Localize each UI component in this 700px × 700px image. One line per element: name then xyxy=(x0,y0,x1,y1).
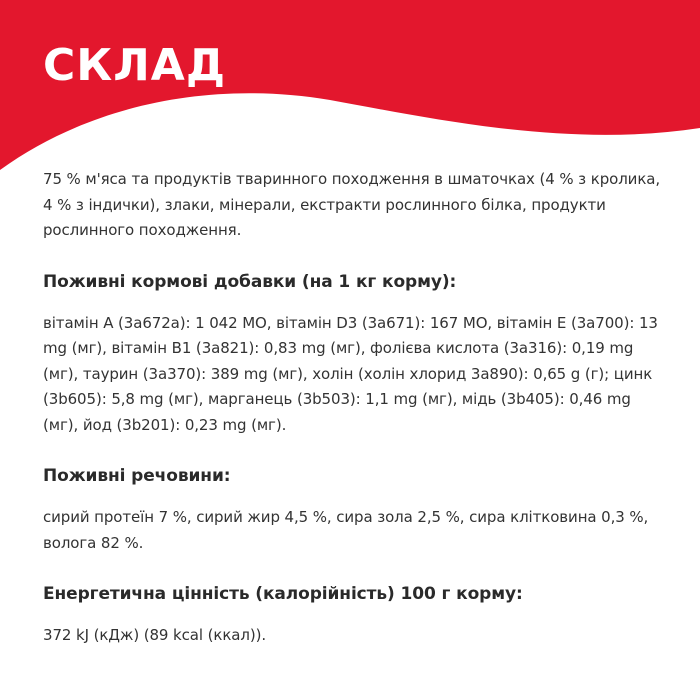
energy-heading: Енергетична цінність (калорійність) 100 г корму: xyxy=(43,584,523,604)
additives-text: вітамін А (3а672а): 1 042 МО, вітамін D3 (3а671): 167 МО, вітамін Е (3а700): 13 mg (мг), вітамін В1 (3а821): 0,83 mg (мг), фолієва кислота (3а316): 0,19 mg (мг), таурин (3а370): 389 mg (мг), холін (холін хлорид 3а890): 0,65 g (г); цинк (3b605): 5,8 mg (мг), марганець (3b503): 1,1 mg (мг), мідь (3b405): 0,46 mg (мг), йод (3b201): 0,23 mg (мг). xyxy=(43,313,658,434)
nutrients-heading: Поживні речовини: xyxy=(43,466,231,486)
additives-heading: Поживні кормові добавки (на 1 кг корму): xyxy=(43,271,457,292)
page-title: СКЛАД xyxy=(43,40,227,91)
energy-text: 372 kJ (кДж) (89 kcal (ккал)). xyxy=(43,626,267,644)
nutrients-text: сирий протеїн 7 %, сирий жир 4,5 %, сира зола 2,5 %, сира клітковина 0,3 %, волога 82 %. xyxy=(43,508,649,552)
composition-intro-text: 75 % м'яса та продуктів тваринного походження в шматочках (4 % з кролика, 4 % з індички), злаки, мінерали, екстракти рослинного білка, продукти рослинного походження. xyxy=(43,170,661,239)
composition-content xyxy=(43,167,663,649)
